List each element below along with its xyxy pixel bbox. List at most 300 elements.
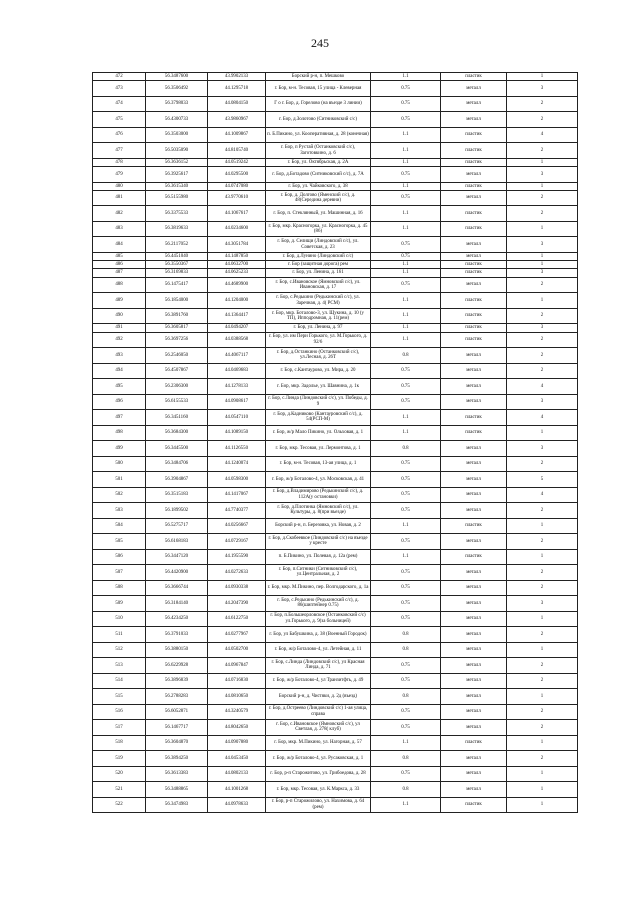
row-number-cell: 512 [93,642,146,658]
table-row [93,379,578,395]
row-number-cell: 502 [93,487,146,503]
latitude-cell: 56.6168183 [146,534,208,550]
count-cell: 3 [507,324,578,332]
count-cell: 1 [507,766,578,782]
latitude-cell: 56.2546050 [146,348,208,364]
volume-cell: 1.1 [371,735,441,751]
latitude-cell: 56.2306300 [146,379,208,395]
material-cell: пластик [441,425,507,441]
count-cell: 1 [507,797,578,813]
longitude-cell: 44.2047390 [208,596,266,612]
address-cell: г. Бор, мкр. Задолье, ул. Шавнина, д. 1к [266,379,371,395]
table-row [93,277,578,293]
row-number-cell: 506 [93,549,146,565]
material-cell: пластик [441,182,507,190]
material-cell: пластик [441,324,507,332]
volume-cell: 0.8 [371,441,441,457]
material-cell: металл [441,363,507,379]
latitude-cell: 56.6052871 [146,704,208,720]
address-cell: г. Бор, мкр. Тесовая, ул. К.Маркса, д. 33 [266,782,371,798]
longitude-cell: 44.1487850 [208,252,266,260]
table-row [93,642,578,658]
count-cell: 2 [507,580,578,596]
longitude-cell: 44.0272633 [208,565,266,581]
address-cell: г. Бор, мкр. Боталово-3, ул. Щукина, д. 10 (у ТП), Ипподромная, д. 11(рем) [266,308,371,324]
material-cell: металл [441,503,507,519]
count-cell: 5 [507,472,578,488]
count-cell: 1 [507,261,578,269]
row-number-cell: 472 [93,73,146,81]
latitude-cell: 56.3819633 [146,221,208,237]
longitude-cell: 44.1089150 [208,425,266,441]
row-number-cell: 501 [93,472,146,488]
material-cell: металл [441,766,507,782]
row-number-cell: 509 [93,596,146,612]
latitude-cell: 56.2788283 [146,689,208,705]
count-cell: 4 [507,410,578,426]
volume-cell: 0.75 [371,503,441,519]
material-cell: металл [441,611,507,627]
material-cell: пластик [441,332,507,348]
longitude-cell: 44.1295718 [208,81,266,97]
table-row [93,673,578,689]
count-cell: 1 [507,73,578,81]
address-cell: г. Бор, д. Долгово (Яменский с/с), д. 48(Середина деревни) [266,190,371,206]
longitude-cell: 44.0810650 [208,689,266,705]
row-number-cell: 498 [93,425,146,441]
row-number-cell: 521 [93,782,146,798]
material-cell: металл [441,190,507,206]
address-cell: г. Бор, с.Линда (Линдовский с/с), ул. Победы, д. 9 [266,394,371,410]
volume-cell: 0.75 [371,237,441,253]
count-cell: 1 [507,293,578,309]
material-cell: пластик [441,127,507,143]
table-row [93,182,578,190]
latitude-cell: 56.5155980 [146,190,208,206]
latitude-cell: 56.4300733 [146,112,208,128]
latitude-cell: 56.1854000 [146,293,208,309]
table-row [93,252,578,260]
row-number-cell: 500 [93,456,146,472]
volume-cell: 0.75 [371,704,441,720]
longitude-cell: 44.1204000 [208,293,266,309]
latitude-cell: 56.4234250 [146,611,208,627]
latitude-cell: 56.3636152 [146,158,208,166]
count-cell: 1 [507,221,578,237]
address-cell: г. Бор, д.Останкино (Останковский с/с), ул.Лесная, д. 26Т [266,348,371,364]
longitude-cell: 44.0502700 [208,642,266,658]
count-cell: 2 [507,720,578,736]
longitude-cell: 44.0716830 [208,673,266,689]
material-cell: металл [441,751,507,767]
table-row [93,143,578,159]
material-cell: металл [441,673,507,689]
volume-cell: 0.75 [371,487,441,503]
longitude-cell: 44.1009867 [208,127,266,143]
address-cell: г. Бор, д.Остреево (Линдовский с/с) 1-ая улица, справа [266,704,371,720]
table-row [93,472,578,488]
volume-cell: 0.75 [371,277,441,293]
material-cell: металл [441,277,507,293]
material-cell: металл [441,472,507,488]
row-number-cell: 491 [93,324,146,332]
table-row [93,112,578,128]
material-cell: пластик [441,269,507,277]
count-cell: 4 [507,127,578,143]
count-cell: 2 [507,751,578,767]
latitude-cell: 56.3613383 [146,766,208,782]
latitude-cell: 56.3894250 [146,751,208,767]
latitude-cell: 56.2117052 [146,237,208,253]
row-number-cell: 476 [93,127,146,143]
longitude-cell: 44.0930338 [208,580,266,596]
longitude-cell: 44.0295500 [208,167,266,183]
row-number-cell: 511 [93,627,146,643]
count-cell: 1 [507,425,578,441]
address-cell: г. Бор, с.Редькино (Редькинский с/с), д. 86(шиптейнер 0.75) [266,596,371,612]
address-cell: г. Бор, р-п Старожитово, ул. Грибоедова, д. 28 [266,766,371,782]
table-row [93,704,578,720]
latitude-cell: 56.3798033 [146,96,208,112]
address-cell: г. Бор, п. Стеклянный, ул. Машинная, д. 16 [266,206,371,222]
row-number-cell: 496 [93,394,146,410]
longitude-cell: 44.6122750 [208,611,266,627]
row-number-cell: 489 [93,293,146,309]
row-number-cell: 507 [93,565,146,581]
table-row [93,269,578,277]
volume-cell: 1.1 [371,518,441,534]
address-cell: г. Бор, с.Редькино (Редькинский с/с), ул. Заречная, д. 4( РСМ) [266,293,371,309]
volume-cell: 0.75 [371,394,441,410]
count-cell: 2 [507,363,578,379]
latitude-cell: 56.3506492 [146,81,208,97]
table-row [93,261,578,269]
row-number-cell: 499 [93,441,146,457]
longitude-cell: 44.4067117 [208,348,266,364]
row-number-cell: 478 [93,158,146,166]
material-cell: металл [441,580,507,596]
address-cell: Г о г. Бор, д. Горелово (на въезде 3 линии) [266,96,371,112]
volume-cell: 0.75 [371,673,441,689]
table-row [93,518,578,534]
volume-cell: 0.75 [371,379,441,395]
count-cell: 2 [507,332,578,348]
volume-cell: 1.1 [371,549,441,565]
latitude-cell: 56.3684300 [146,425,208,441]
longitude-cell: 44.0804150 [208,96,266,112]
address-cell: г. Бор, д.Золотово (Ситниковский с/с) [266,112,371,128]
material-cell: металл [441,596,507,612]
address-cell: г. Бор, ж/р Боталово-4, ул. Русаковская, д. 1 [266,751,371,767]
latitude-cell: 56.3169833 [146,269,208,277]
address-cell: г. Бор (защитная дорога) рем [266,261,371,269]
volume-cell: 0.75 [371,565,441,581]
count-cell: 2 [507,565,578,581]
count-cell: 2 [507,96,578,112]
row-number-cell: 516 [93,704,146,720]
material-cell: металл [441,81,507,97]
volume-cell: 0.75 [371,81,441,97]
material-cell: металл [441,96,507,112]
longitude-cell: 44.0907880 [208,735,266,751]
table-row [93,720,578,736]
address-cell: г. Бор, р-п Старожилово, ул. Нахимова, д. 64 (рем) [266,797,371,813]
address-cell: г. Бор, ул. им Пери Горького, ул. М.Горького, д. 92/6 [266,332,371,348]
material-cell: металл [441,348,507,364]
table-row [93,797,578,813]
row-number-cell: 508 [93,580,146,596]
address-cell: г. Бор, мкр. Красногорка, ул. Красногорка, д. 45 (86) [266,221,371,237]
material-cell: металл [441,689,507,705]
latitude-cell: 56.6155533 [146,394,208,410]
longitude-cell: 44.0625233 [208,269,266,277]
volume-cell: 0.8 [371,642,441,658]
volume-cell: 1.1 [371,261,441,269]
table-row [93,127,578,143]
count-cell: 3 [507,237,578,253]
row-number-cell: 473 [93,81,146,97]
row-number-cell: 514 [93,673,146,689]
count-cell: 2 [507,112,578,128]
material-cell: пластик [441,261,507,269]
address-cell: г. Бор, с.Ивановское (Ямновский с/с), ул. Ивановская, д. 17 [266,277,371,293]
volume-cell: 0.75 [371,658,441,674]
longitude-cell: 44.8042650 [208,720,266,736]
count-cell: 2 [507,627,578,643]
volume-cell: 0.75 [371,456,441,472]
material-cell: пластик [441,735,507,751]
row-number-cell: 519 [93,751,146,767]
volume-cell: 1.1 [371,143,441,159]
longitude-cell: 44.0632700 [208,261,266,269]
address-cell: Борский р-н, п. Мешково [266,73,371,81]
longitude-cell: 44.1364417 [208,308,266,324]
longitude-cell: 44.0494207 [208,324,266,332]
address-cell: г. Бор, с.Кантаурово, ул. Мира, д. 20 [266,363,371,379]
longitude-cell: 44.8105740 [208,143,266,159]
latitude-cell: 56.3697256 [146,332,208,348]
latitude-cell: 56.3447120 [146,549,208,565]
address-cell: г. Бор, д.Плотинка (Ямновский с/с), ул. Культуры, д. 8(при въезде) [266,503,371,519]
count-cell: 3 [507,167,578,183]
table-row [93,73,578,81]
latitude-cell: 56.3925617 [146,167,208,183]
longitude-cell: 43.9902133 [208,73,266,81]
count-cell: 4 [507,379,578,395]
longitude-cell: 44.1240074 [208,456,266,472]
row-number-cell: 475 [93,112,146,128]
material-cell: металл [441,167,507,183]
row-number-cell: 492 [93,332,146,348]
address-cell: г. Бор, мкр. М.Пикино, ул. Нагорная, д. 57 [266,735,371,751]
material-cell: пластик [441,410,507,426]
count-cell: 1 [507,549,578,565]
latitude-cell: 56.3445500 [146,441,208,457]
latitude-cell: 56.3503000 [146,127,208,143]
row-number-cell: 497 [93,410,146,426]
material-cell: металл [441,441,507,457]
latitude-cell: 56.3880150 [146,642,208,658]
table-row [93,293,578,309]
longitude-cell: 43.9770610 [208,190,266,206]
material-cell: металл [441,112,507,128]
longitude-cell: 44.0747080 [208,182,266,190]
row-number-cell: 490 [93,308,146,324]
longitude-cell: 44.0469683 [208,363,266,379]
row-number-cell: 503 [93,503,146,519]
material-cell: металл [441,487,507,503]
volume-cell: 1.1 [371,410,441,426]
longitude-cell: 44.1126550 [208,441,266,457]
volume-cell: 1.1 [371,206,441,222]
row-number-cell: 487 [93,269,146,277]
table-row [93,611,578,627]
latitude-cell: 56.3891760 [146,308,208,324]
material-cell: металл [441,379,507,395]
longitude-cell: 43.9860967 [208,112,266,128]
latitude-cell: 56.4420900 [146,565,208,581]
material-cell: металл [441,642,507,658]
latitude-cell: 56.3487600 [146,73,208,81]
address-cell: г. Бор, д.Лунино (Линдовский с/с) [266,252,371,260]
material-cell: металл [441,456,507,472]
volume-cell: 0.75 [371,472,441,488]
longitude-cell: 44.3051784 [208,237,266,253]
address-cell: г. Бор, ул. Чайковского, д. 38 [266,182,371,190]
latitude-cell: 56.4451040 [146,252,208,260]
volume-cell: 1.1 [371,332,441,348]
row-number-cell: 505 [93,534,146,550]
row-number-cell: 484 [93,237,146,253]
longitude-cell: 44.3240579 [208,704,266,720]
count-cell: 3 [507,394,578,410]
latitude-cell: 56.3474983 [146,797,208,813]
latitude-cell: 56.3550367 [146,261,208,269]
count-cell: 3 [507,81,578,97]
row-number-cell: 504 [93,518,146,534]
table-row [93,441,578,457]
table-row [93,96,578,112]
count-cell: 3 [507,269,578,277]
table-row [93,167,578,183]
longitude-cell: 44.1278133 [208,379,266,395]
address-cell: г. Бор, д.Скобеевкое (Линдовский с/с) на въезде у кресте [266,534,371,550]
address-cell: г. Бор, п Рустай (Останковский с/с), Заготовкино, д. 6 [266,143,371,159]
latitude-cell: 56.4507867 [146,363,208,379]
table-row [93,503,578,519]
table-row [93,596,578,612]
latitude-cell: 56.3896839 [146,673,208,689]
registry-table [92,72,578,813]
count-cell: 1 [507,252,578,260]
longitude-cell: 44.0519242 [208,158,266,166]
address-cell: г. Бор, ул Бабушкина, д. 38 (Военный Городок) [266,627,371,643]
count-cell: 1 [507,735,578,751]
row-number-cell: 520 [93,766,146,782]
address-cell: г. Бор, с.Линда (Линдовский с/с), ул Красная Линда, д. 71 [266,658,371,674]
table-row [93,534,578,550]
latitude-cell: 56.3375533 [146,206,208,222]
count-cell: 1 [507,782,578,798]
count-cell: 1 [507,611,578,627]
longitude-cell: 44.0967847 [208,658,266,674]
row-number-cell: 482 [93,206,146,222]
row-number-cell: 474 [93,96,146,112]
row-number-cell: 488 [93,277,146,293]
latitude-cell: 56.3488865 [146,782,208,798]
count-cell: 1 [507,518,578,534]
volume-cell: 1.1 [371,797,441,813]
count-cell: 2 [507,503,578,519]
volume-cell: 0.75 [371,580,441,596]
longitude-cell: 44.1955590 [208,549,266,565]
address-cell: г. Бор, м-н. Тесовая, 15 улица - Клеверная [266,81,371,97]
row-number-cell: 479 [93,167,146,183]
material-cell: пластик [441,206,507,222]
material-cell: металл [441,782,507,798]
longitude-cell: 44.0277967 [208,627,266,643]
longitude-cell: 44.0453450 [208,751,266,767]
address-cell: г. Бор, ул. Октябрьская, д. 2А [266,158,371,166]
volume-cell: 1.1 [371,127,441,143]
address-cell: г. Бор, ул. Ленина, д. 161 [266,269,371,277]
volume-cell: 0.75 [371,363,441,379]
row-number-cell: 494 [93,363,146,379]
material-cell: пластик [441,308,507,324]
count-cell: 2 [507,277,578,293]
table-row [93,221,578,237]
row-number-cell: 495 [93,379,146,395]
longitude-cell: 44.0547110 [208,410,266,426]
material-cell: металл [441,704,507,720]
latitude-cell: 56.3904867 [146,472,208,488]
volume-cell: 1.1 [371,182,441,190]
latitude-cell: 56.5035090 [146,143,208,159]
volume-cell: 0.8 [371,689,441,705]
latitude-cell: 56.1467717 [146,720,208,736]
table-row [93,549,578,565]
longitude-cell: 44.0598300 [208,472,266,488]
address-cell: г. Бор, п.Ситники (Ситниковский с/с), ул.Центральная, д. 2 [266,565,371,581]
volume-cell: 0.75 [371,112,441,128]
count-cell: 1 [507,182,578,190]
address-cell: г. Бор, мкр. Тесовая, ул. Лермонтова, д. 1 [266,441,371,457]
table-row [93,627,578,643]
material-cell: пластик [441,549,507,565]
address-cell: г. Бор, ж/р Боталово-4, ул. Летейная, д. 11 [266,642,371,658]
longitude-cell: 44.1417067 [208,487,266,503]
count-cell: 2 [507,206,578,222]
material-cell: металл [441,394,507,410]
row-number-cell: 480 [93,182,146,190]
table-row [93,487,578,503]
table-row [93,237,578,253]
longitude-cell: 44.0978633 [208,797,266,813]
address-cell: п. Б.Пикино, ул. Кооперативная, д. 28 (конечная) [266,127,371,143]
latitude-cell: 56.6229928 [146,658,208,674]
longitude-cell: 44.0256667 [208,518,266,534]
row-number-cell: 517 [93,720,146,736]
volume-cell: 0.8 [371,348,441,364]
table-row [93,348,578,364]
volume-cell: 1.1 [371,73,441,81]
address-cell: г. Бор, ж/р Боталово-4, ул Транзитфть, д. 49 [266,673,371,689]
row-number-cell: 493 [93,348,146,364]
material-cell: металл [441,237,507,253]
volume-cell: 1.1 [371,158,441,166]
row-number-cell: 486 [93,261,146,269]
row-number-cell: 518 [93,735,146,751]
